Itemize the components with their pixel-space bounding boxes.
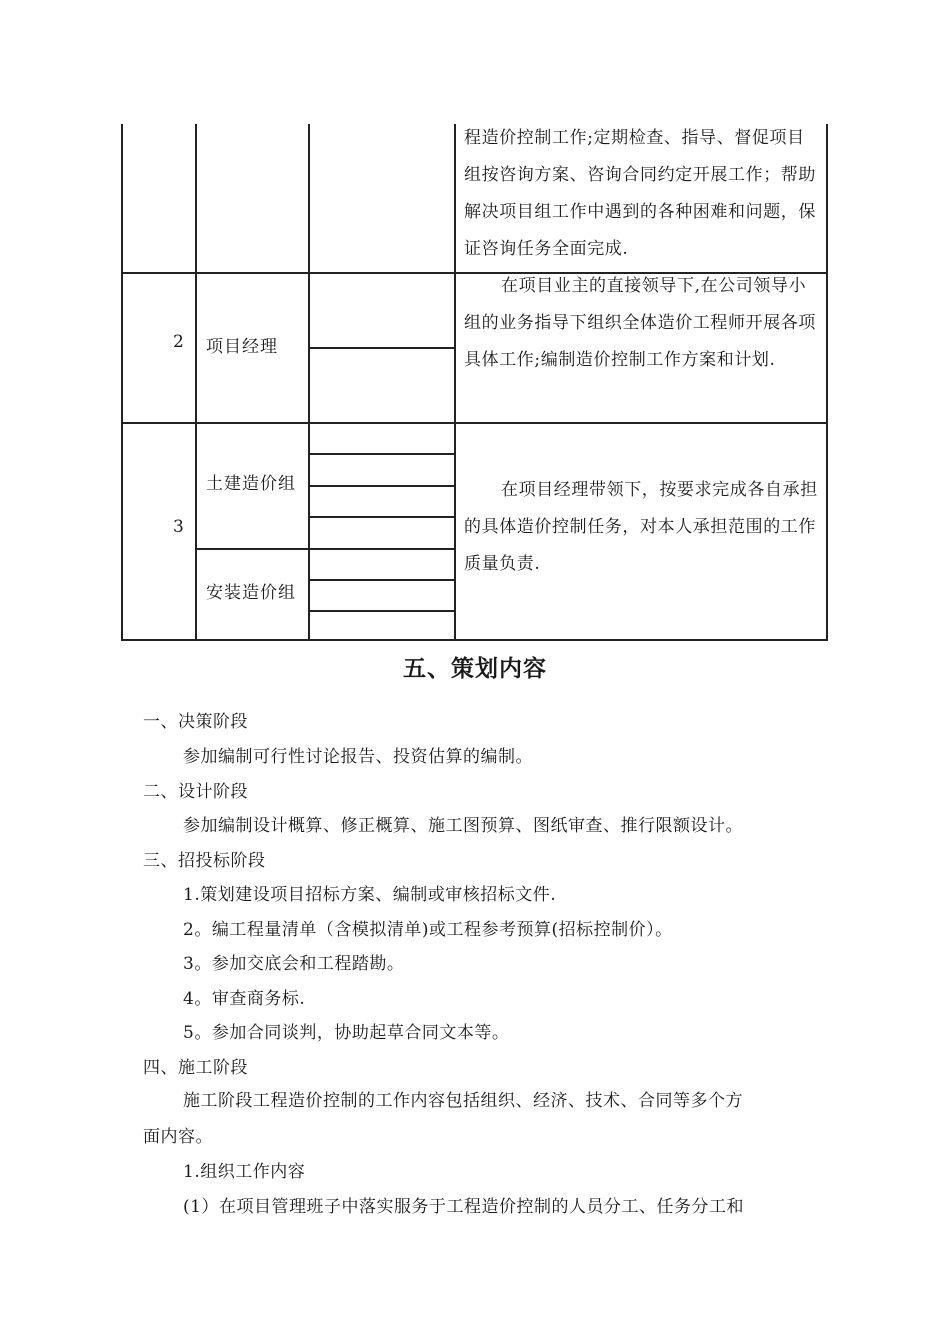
row3-role-install: 安装造价组 [206, 583, 296, 603]
row2-role: 项目经理 [206, 337, 278, 357]
list-item: 3。参加交底会和工程踏勘。 [183, 954, 405, 974]
row2-number: 2 [173, 332, 185, 352]
table-subline [308, 516, 455, 518]
table-border-bottom [121, 639, 828, 641]
table-subline [308, 610, 455, 612]
row3-duty: 在项目经理带领下，按要求完成各自承担的具体造价控制任务，对本人承担范围的工作质量负责. [464, 480, 818, 574]
row3-number: 3 [173, 517, 185, 537]
body-text: 参加编制设计概算、修正概算、施工图预算、图纸审查、推行限额设计。 [183, 816, 743, 836]
heading-design-stage: 二、设计阶段 [143, 782, 248, 802]
table-subline [308, 579, 455, 581]
list-item: 5。参加合同谈判，协助起草合同文本等。 [183, 1023, 510, 1043]
heading-bidding-stage: 三、招投标阶段 [143, 851, 266, 871]
subheading-organization: 1.组织工作内容 [183, 1162, 306, 1182]
table-subline [308, 347, 455, 349]
row2-duty: 在项目业主的直接领导下,在公司领导小组的业务指导下组织全体造价工程师开展各项具体工作;编制造价控制工作方案和计划. [464, 276, 816, 370]
table-subline [308, 548, 455, 550]
body-text: 面内容。 [143, 1127, 213, 1147]
list-item: 2。编工程量清单（含模拟清单)或工程参考预算(招标控制价）。 [183, 920, 673, 940]
table-subline [308, 453, 455, 455]
table-subline [308, 485, 455, 487]
row3-role-civil: 土建造价组 [206, 474, 296, 494]
table-border-right [826, 124, 828, 641]
table-col-line-1 [195, 124, 197, 641]
table-col-line-2 [308, 124, 310, 641]
body-text: 参加编制可行性讨论报告、投资估算的编制。 [183, 747, 533, 767]
list-item: 1.策划建设项目招标方案、编制或审核招标文件. [183, 885, 557, 905]
list-item: 4。审查商务标. [183, 989, 306, 1009]
body-text: (1）在项目管理班子中落实服务于工程造价控制的人员分工、任务分工和 [183, 1197, 744, 1217]
body-text: 施工阶段工程造价控制的工作内容包括组织、经济、技术、合同等多个方 [183, 1091, 743, 1111]
staff-duty-table [121, 124, 828, 641]
row1-duty: 程造价控制工作;定期检查、指导、督促项目组按咨询方案、咨询合同约定开展工作；帮助解决项目组工作中遇到的各种困难和问题，保证咨询任务全面完成. [464, 128, 816, 259]
section-title: 五、策划内容 [403, 655, 547, 682]
heading-construction-stage: 四、施工阶段 [143, 1058, 248, 1078]
table-row-line-2 [121, 422, 828, 424]
table-subline [195, 548, 309, 550]
heading-decision-stage: 一、决策阶段 [143, 712, 248, 732]
table-col-line-3 [454, 124, 456, 641]
table-border-left [121, 124, 123, 641]
